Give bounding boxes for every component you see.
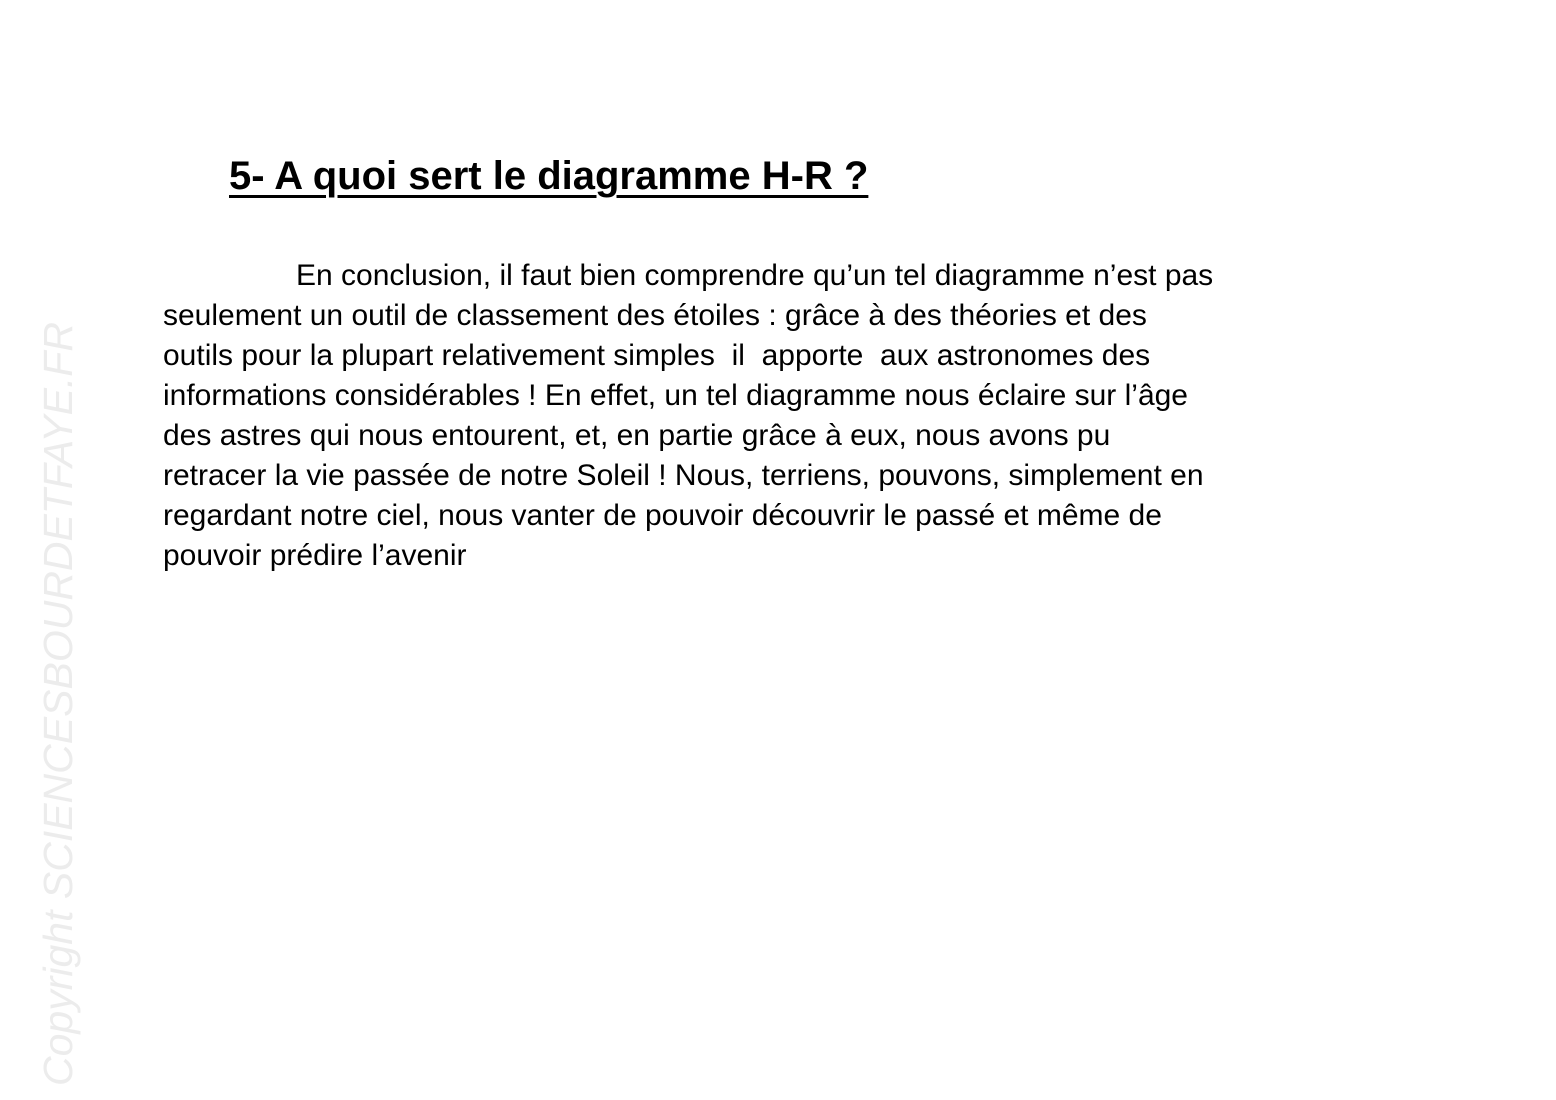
paragraph-line: retracer la vie passée de notre Soleil ! Nous, terriens, pouvons, simplement en [163,459,1204,492]
conclusion-paragraph [163,256,1343,576]
paragraph-line: pouvoir prédire l’avenir [163,539,467,572]
paragraph-line: En conclusion, il faut bien comprendre qu’un tel diagramme n’est pas [296,259,1214,292]
paragraph-line: outils pour la plupart relativement simples il apporte aux astronomes des [163,339,1151,372]
paragraph-line: regardant notre ciel, nous vanter de pouvoir découvrir le passé et même de [163,499,1162,532]
paragraph-line: des astres qui nous entourent, et, en partie grâce à eux, nous avons pu [163,419,1111,452]
section-heading: 5- A quoi sert le diagramme H-R ? [229,154,869,198]
paragraph-line: informations considérables ! En effet, un tel diagramme nous éclaire sur l’âge [163,379,1188,412]
paragraph-line: seulement un outil de classement des étoiles : grâce à des théories et des [163,299,1147,332]
copyright-watermark: Copyright SCIENCESBOURDETFAYE.FR [35,322,81,1086]
